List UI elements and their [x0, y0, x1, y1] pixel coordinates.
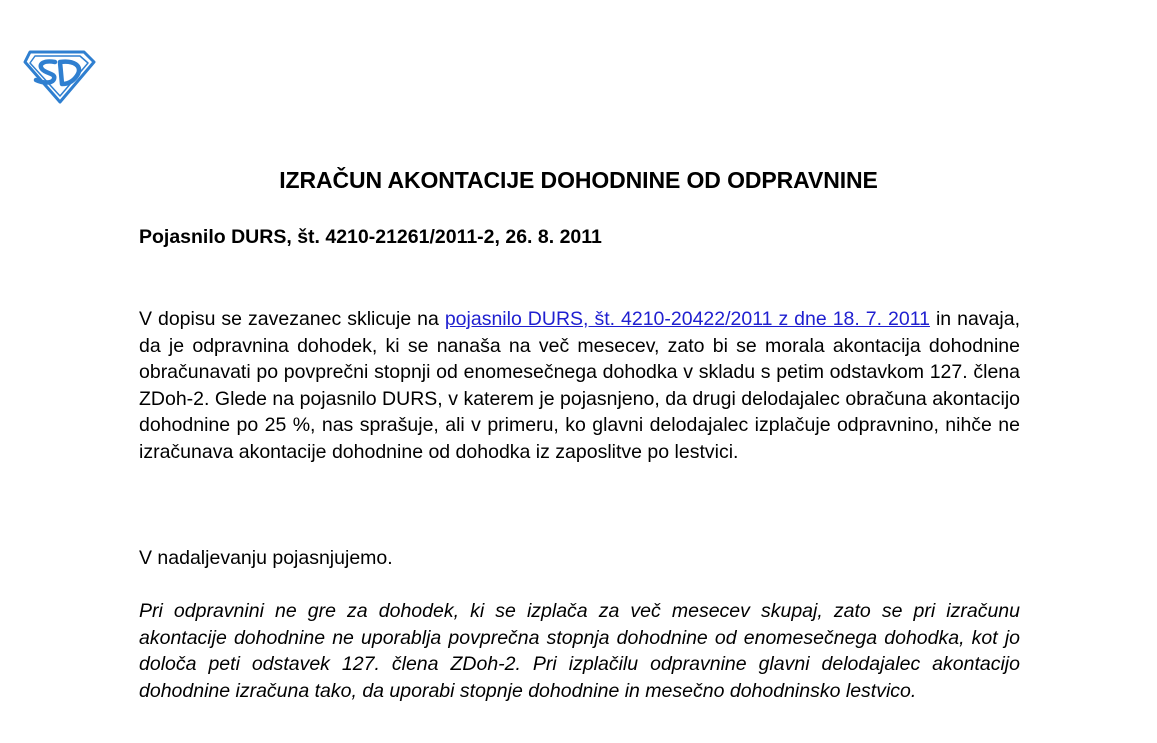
paragraph-inquiry-intro: V dopisu se zavezanec sklicuje na [139, 308, 445, 330]
sd-logo-icon [22, 48, 96, 104]
durs-explanation-link[interactable]: pojasnilo DURS, št. 4210-20422/2011 z dne 18. 7. 2011 [444, 308, 930, 330]
paragraph-transition: V nadaljevanju pojasnjujemo. [139, 547, 393, 569]
document-title: IZRAČUN AKONTACIJE DOHODNINE OD ODPRAVNINE [279, 167, 878, 193]
paragraph-inquiry-body: in navaja, da je odpravnina dohodek, ki se nanaša na več mesecev, zato bi se morala akontacija dohodnine obračunavati po povprečni stopnji od enomesečnega dohodka v skladu s petim odstavkom 127. člena ZDoh-2. Glede na pojasnilo DURS, v katerem je pojasnjeno, da drugi delodajalec obračuna akontacijo dohodnine po 25 %, nas sprašuje, ali v primeru, ko glavni delodajalec izplačuje odpravnino, nihče ne izračunava akontacije dohodnine od dohodka iz zaposlitve po lestvici. [139, 308, 1020, 463]
document-subtitle: Pojasnilo DURS, št. 4210-21261/2011-2, 26. 8. 2011 [139, 226, 602, 248]
paragraph-inquiry [139, 306, 1020, 465]
paragraph-answer: Pri odpravnini ne gre za dohodek, ki se izplača za več mesecev skupaj, zato se pri izračunu akontacije dohodnine ne uporablja povprečna stopnja dohodnine od enomesečnega dohodka, kot jo določa peti odstavek 127. člena ZDoh-2. Pri izplačilu odpravnine glavni delodajalec akontacijo dohodnine izračuna tako, da uporabi stopnje dohodnine in mesečno dohodninsko lestvico. [139, 600, 1020, 702]
